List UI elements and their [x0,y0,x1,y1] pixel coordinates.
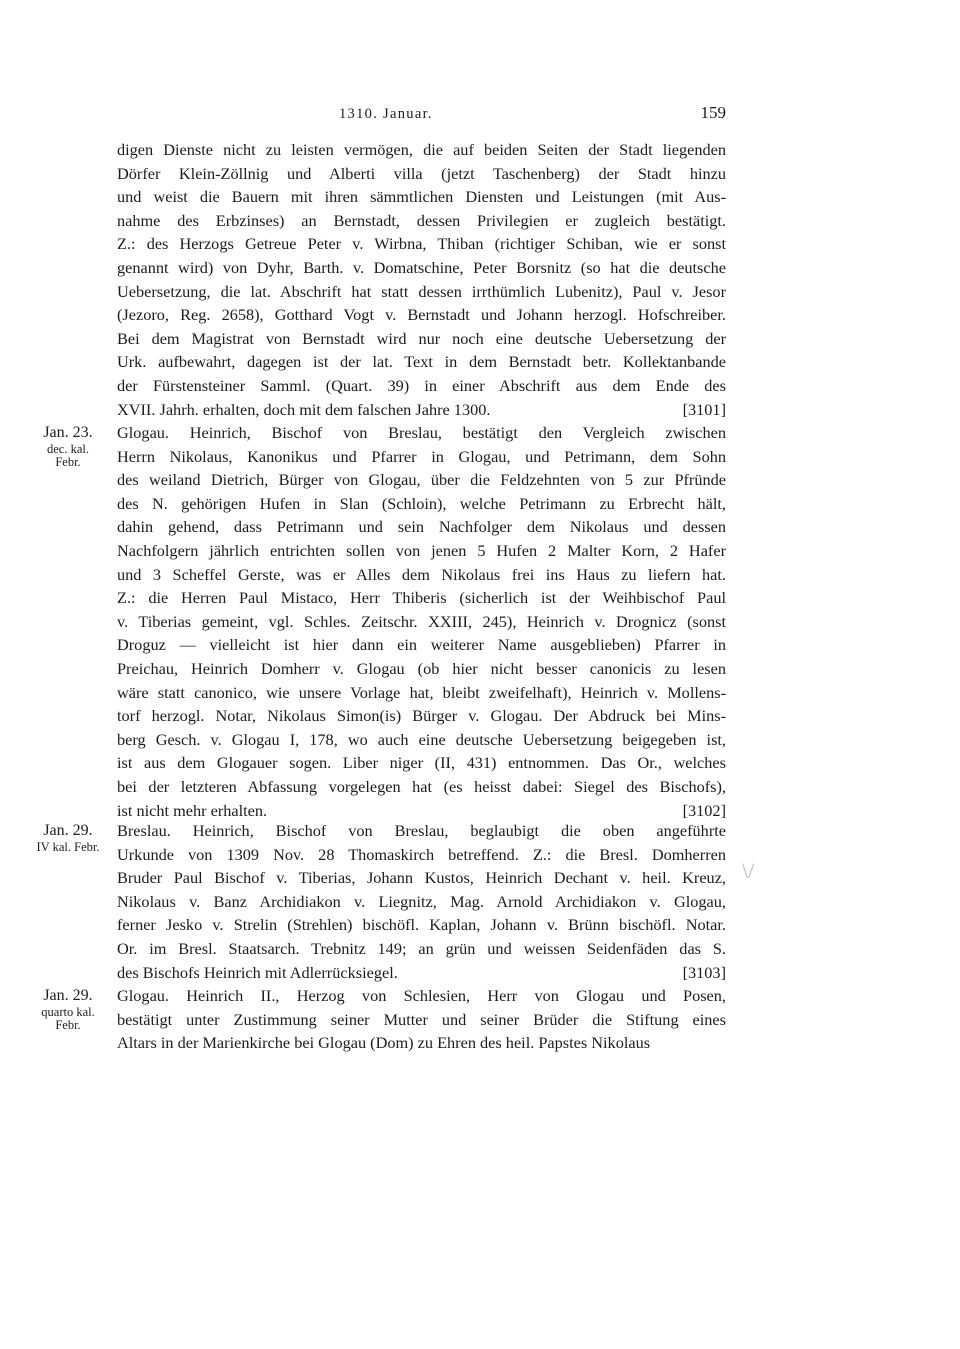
margin-date-3102 [30,423,106,469]
text-line: Altars in der Marienkirche bei Glogau (Dom) zu Ehren des heil. Papstes Nikolaus [117,1033,651,1053]
text-line [117,398,726,422]
text-line: Bruder Paul Bischof v. Tiberias, Johann Kustos, Heinrich Dechant v. heil. Kreuz, [117,868,726,888]
text-line: digen Dienste nicht zu leisten vermögen, die auf beiden Seiten der Stadt liegenden [117,140,726,159]
roman-date-line: dec. kal. [47,442,89,456]
text-line: Urkunde von 1309 Nov. 28 Thomaskirch betreffend. Z.: die Bresl. Domherren [117,844,726,864]
text-line: nahme des Erbzinses) an Bernstadt, dessen Privilegien er zugleich bestätigt. [117,210,726,230]
text-line-content: des Bischofs Heinrich mit Adlerrücksiegel. [117,962,398,982]
running-title: 1310. Januar. [339,106,433,122]
scan-mark: \/ [742,858,755,883]
text-line: und 3 Scheffel Gerste, was er Alles dem Nikolaus frei ins Haus zu liefern hat. [117,564,726,584]
text-line: Dörfer Klein-Zöllnig und Alberti villa (jetzt Taschenberg) der Stadt hinzu [117,163,726,183]
page-header [117,103,726,127]
entry-3104 [117,984,726,1055]
page-number: 159 [700,103,726,122]
text-line-content: XVII. Jahrh. erhalten, doch mit dem falschen Jahre 1300. [117,399,491,419]
entry-date: Jan. 29. [43,822,93,839]
text-line: Glogau. Heinrich, Bischof von Breslau, bestätigt den Vergleich zwischen [117,423,726,442]
entry-date: Jan. 29. [43,987,93,1004]
document-number: [3103] [682,962,726,982]
roman-date-line: quarto kal. [41,1005,95,1019]
text-line: bestätigt unter Zustimmung seiner Mutter und seiner Brüder die Stiftung eines [117,1009,726,1029]
text-line: ferner Jesko v. Strelin (Strehlen) bischöfl. Kaplan, Johann v. Brünn bischöfl. Notar. [117,915,726,935]
margin-date-3104 [30,986,106,1032]
text-line: Bei dem Magistrat von Bernstadt wird nur noch eine deutsche Uebersetzung der [117,328,726,348]
text-line: Breslau. Heinrich, Bischof von Breslau, beglaubigt die oben angeführte [117,821,726,840]
text-line-content: ist nicht mehr erhalten. [117,800,268,820]
text-line: Droguz — vielleicht ist hier dann ein weiterer Name ausgeblieben) Pfarrer in [117,635,726,655]
entry-3102 [117,421,726,822]
text-line: Nachfolgern jährlich entrichten sollen von jenen 5 Hufen 2 Malter Korn, 2 Hafer [117,540,726,560]
roman-date-line: Febr. [55,455,81,469]
text-line: der Fürstensteiner Samml. (Quart. 39) in einer Abschrift aus dem Ende des [117,375,726,395]
text-line: genannt wird) von Dyhr, Barth. v. Domatschine, Peter Borsnitz (so hat die deutsche [117,257,726,277]
text-line: Glogau. Heinrich II., Herzog von Schlesien, Herr von Glogau und Posen, [117,986,726,1005]
text-line: (Jezoro, Reg. 2658), Gotthard Vogt v. Bernstadt und Johann herzogl. Hofschreiber. [117,305,726,325]
text-line: dahin gehend, dass Petrimann und sein Nachfolger dem Nikolaus und dessen [117,517,726,537]
text-line: torf herzogl. Notar, Nikolaus Simon(is) Bürger v. Glogau. Der Abdruck bei Mins- [117,706,726,726]
text-line: Herrn Nikolaus, Kanonikus und Pfarrer in Glogau, und Petrimann, dem Sohn [117,446,726,466]
text-line: des weiland Dietrich, Bürger von Glogau, über die Feldzehnten von 5 zur Pfründe [117,470,726,490]
text-line: Uebersetzung, die lat. Abschrift hat statt dessen irrthümlich Lubenitz), Paul v. Jesor [117,281,726,301]
document-number: [3101] [682,399,726,419]
text-line: Nikolaus v. Banz Archidiakon v. Liegnitz, Mag. Arnold Archidiakon v. Glogau, [117,891,726,911]
entry-3103 [117,819,726,984]
text-line: Preichau, Heinrich Domherr v. Glogau (ob hier nicht besser canonicis zu lesen [117,658,726,678]
text-line: ist aus dem Glogauer sogen. Liber niger (II, 431) entnommen. Das Or., welches [117,753,726,773]
roman-date-line: IV kal. Febr. [36,840,100,854]
margin-date-3103 [30,821,106,854]
roman-date-line: Febr. [55,1018,81,1032]
text-line: berg Gesch. v. Glogau I, 178, wo auch eine deutsche Uebersetzung beigegeben ist, [117,729,726,749]
text-line: v. Tiberias gemeint, vgl. Schles. Zeitschr. XXIII, 245), Heinrich v. Drognicz (sonst [117,611,726,631]
document-number: [3102] [682,800,726,820]
text-line: Z.: des Herzogs Getreue Peter v. Wirbna, Thiban (richtiger Schiban, wie er sonst [117,234,726,254]
text-line: Urk. aufbewahrt, dagegen ist der lat. Text in dem Bernstadt betr. Kollektanbande [117,352,726,372]
text-line: und weist die Bauern mit ihren sämmtlichen Diensten und Leistungen (mit Aus- [117,187,726,207]
entry-date: Jan. 23. [43,424,93,441]
text-line: Or. im Bresl. Staatsarch. Trebnitz 149; an grün und weissen Seidenfäden das S. [117,938,726,958]
text-line: Z.: die Herren Paul Mistaco, Herr Thiberis (sicherlich ist der Weihbischof Paul [117,588,726,608]
continuation-paragraph [117,138,726,421]
text-line: bei der letzteren Abfassung vorgelegen hat (es heisst dabei: Siegel des Bischofs), [117,776,726,796]
text-line [117,961,726,985]
text-line: wäre statt canonico, wie unsere Vorlage hat, bleibt zweifelhaft), Heinrich v. Mollens- [117,682,726,702]
text-line: des N. gehörigen Hufen in Slan (Schloin), welche Petrimann zu Erbrecht hält, [117,493,726,513]
